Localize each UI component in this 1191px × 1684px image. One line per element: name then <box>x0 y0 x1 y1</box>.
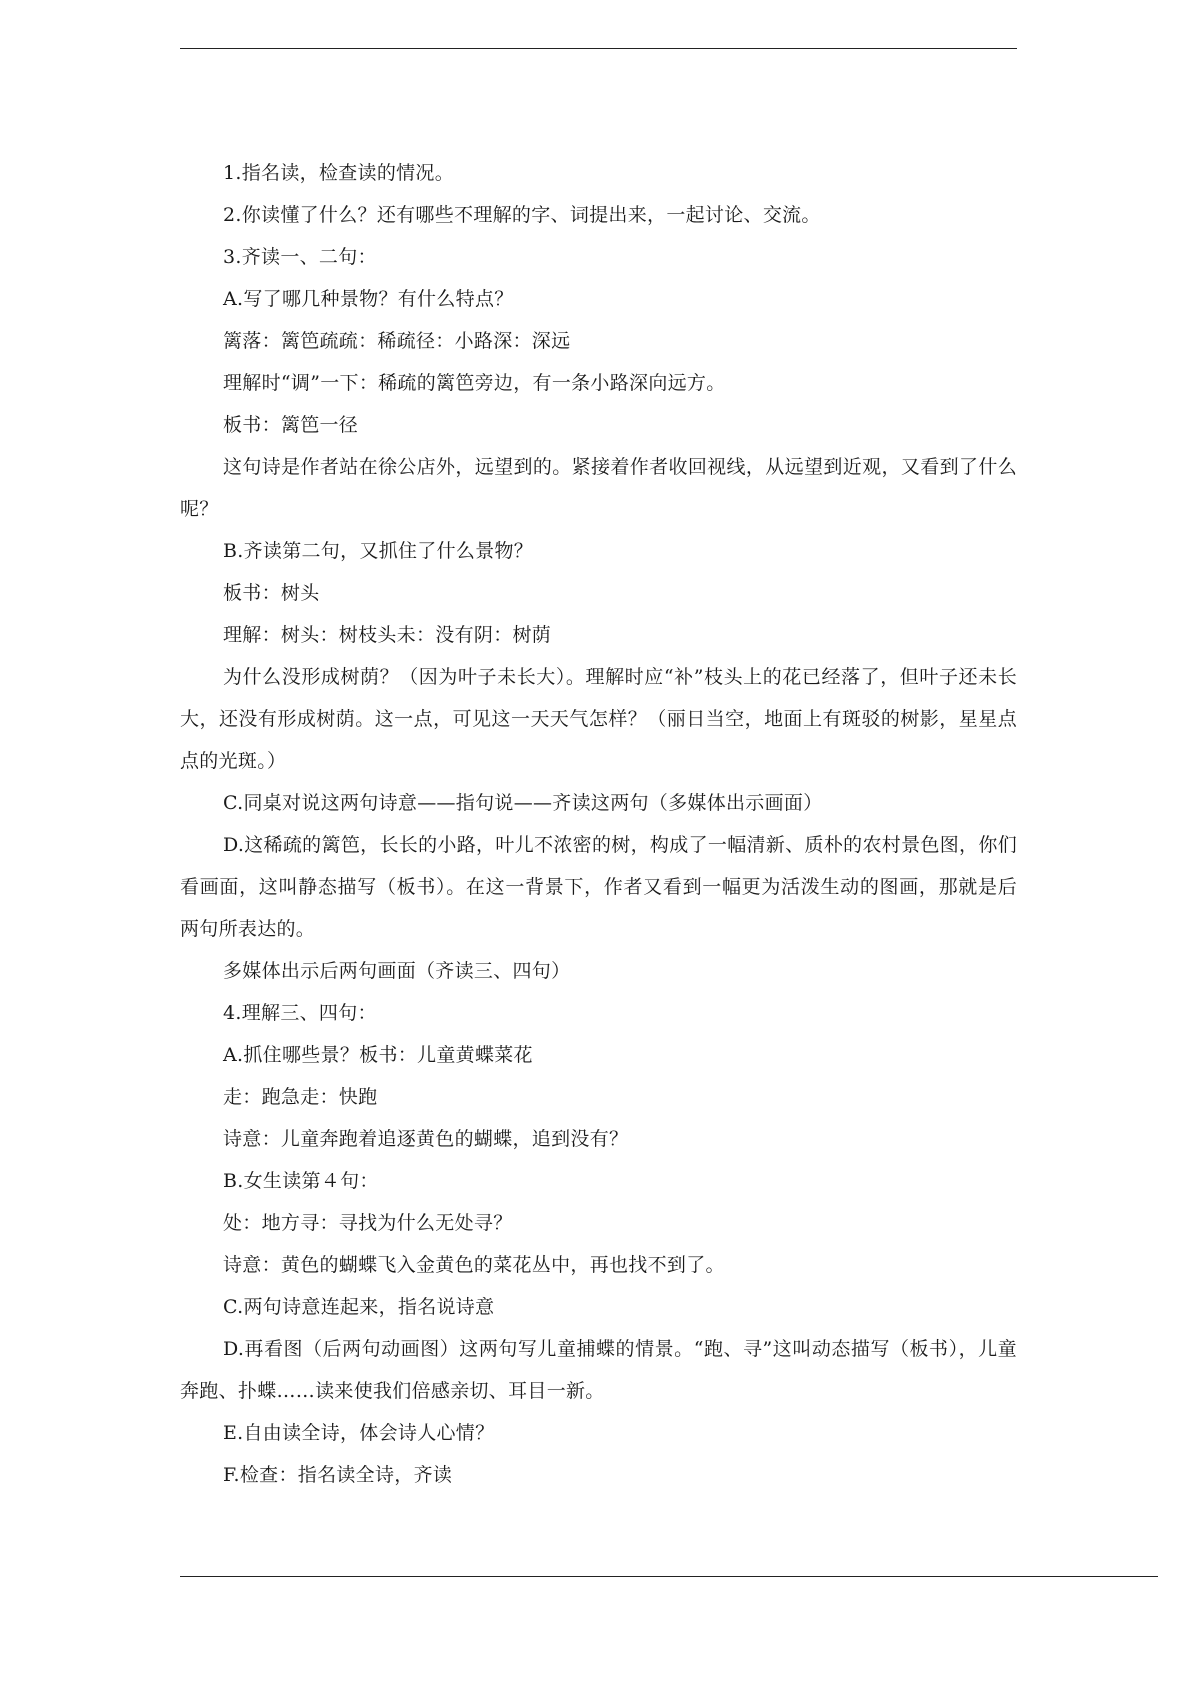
paragraph: 诗意：黄色的蝴蝶飞入金黄色的菜花丛中，再也找不到了。 <box>223 1254 725 1276</box>
paragraph: D.再看图（后两句动画图）这两句写儿童捕蝶的情景。“跑、寻”这叫动态描写（板书），儿童奔跑、扑蝶……读来使我们倍感亲切、耳目一新。 <box>180 1338 1017 1402</box>
paragraph: 4.理解三、四句： <box>223 1002 377 1024</box>
paragraph: E.自由读全诗，体会诗人心情？ <box>223 1422 495 1444</box>
footer-rule <box>180 1576 1158 1577</box>
paragraph: 处：地方寻：寻找为什么无处寻？ <box>223 1212 513 1234</box>
paragraph: 走：跑急走：快跑 <box>223 1086 378 1108</box>
paragraph: 多媒体出示后两句画面（齐读三、四句） <box>223 960 571 982</box>
paragraph: 板书：树头 <box>223 582 320 604</box>
document-body <box>180 152 1017 1496</box>
paragraph: 板书：篱笆一径 <box>223 414 359 436</box>
paragraph: 1.指名读，检查读的情况。 <box>223 162 455 184</box>
paragraph: C.同桌对说这两句诗意——指句说——齐读这两句（多媒体出示画面） <box>223 792 823 814</box>
paragraph: 3.齐读一、二句： <box>223 246 377 268</box>
paragraph: C.两句诗意连起来，指名说诗意 <box>223 1296 495 1318</box>
header-rule <box>180 48 1017 49</box>
paragraph: B.女生读第４句： <box>223 1170 379 1192</box>
paragraph: 这句诗是作者站在徐公店外，远望到的。紧接着作者收回视线，从远望到近观，又看到了什么呢？ <box>180 456 1017 520</box>
paragraph: A.抓住哪些景？板书：儿童黄蝶菜花 <box>223 1044 533 1066</box>
paragraph: 理解：树头：树枝头未：没有阴：树荫 <box>223 624 552 646</box>
paragraph: D.这稀疏的篱笆，长长的小路，叶儿不浓密的树，构成了一幅清新、质朴的农村景色图，你们看画面，这叫静态描写（板书）。在这一背景下，作者又看到一幅更为活泼生动的图画，那就是后两句所表达的。 <box>180 834 1017 940</box>
paragraph: 篱落：篱笆疏疏：稀疏径：小路深：深远 <box>223 330 571 352</box>
paragraph: 2.你读懂了什么？还有哪些不理解的字、词提出来，一起讨论、交流。 <box>223 204 821 226</box>
paragraph: A.写了哪几种景物？有什么特点？ <box>223 288 514 310</box>
paragraph: 诗意：儿童奔跑着追逐黄色的蝴蝶，追到没有？ <box>223 1128 629 1150</box>
paragraph: B.齐读第二句，又抓住了什么景物？ <box>223 540 534 562</box>
paragraph: F.检查：指名读全诗，齐读 <box>223 1464 453 1486</box>
paragraph: 理解时“调”一下：稀疏的篱笆旁边，有一条小路深向远方。 <box>223 372 726 394</box>
paragraph: 为什么没形成树荫？（因为叶子未长大）。理解时应“补”枝头上的花已经落了，但叶子还未长大，还没有形成树荫。这一点，可见这一天天气怎样？（丽日当空，地面上有斑驳的树影，星星点点的光斑。） <box>180 666 1017 772</box>
